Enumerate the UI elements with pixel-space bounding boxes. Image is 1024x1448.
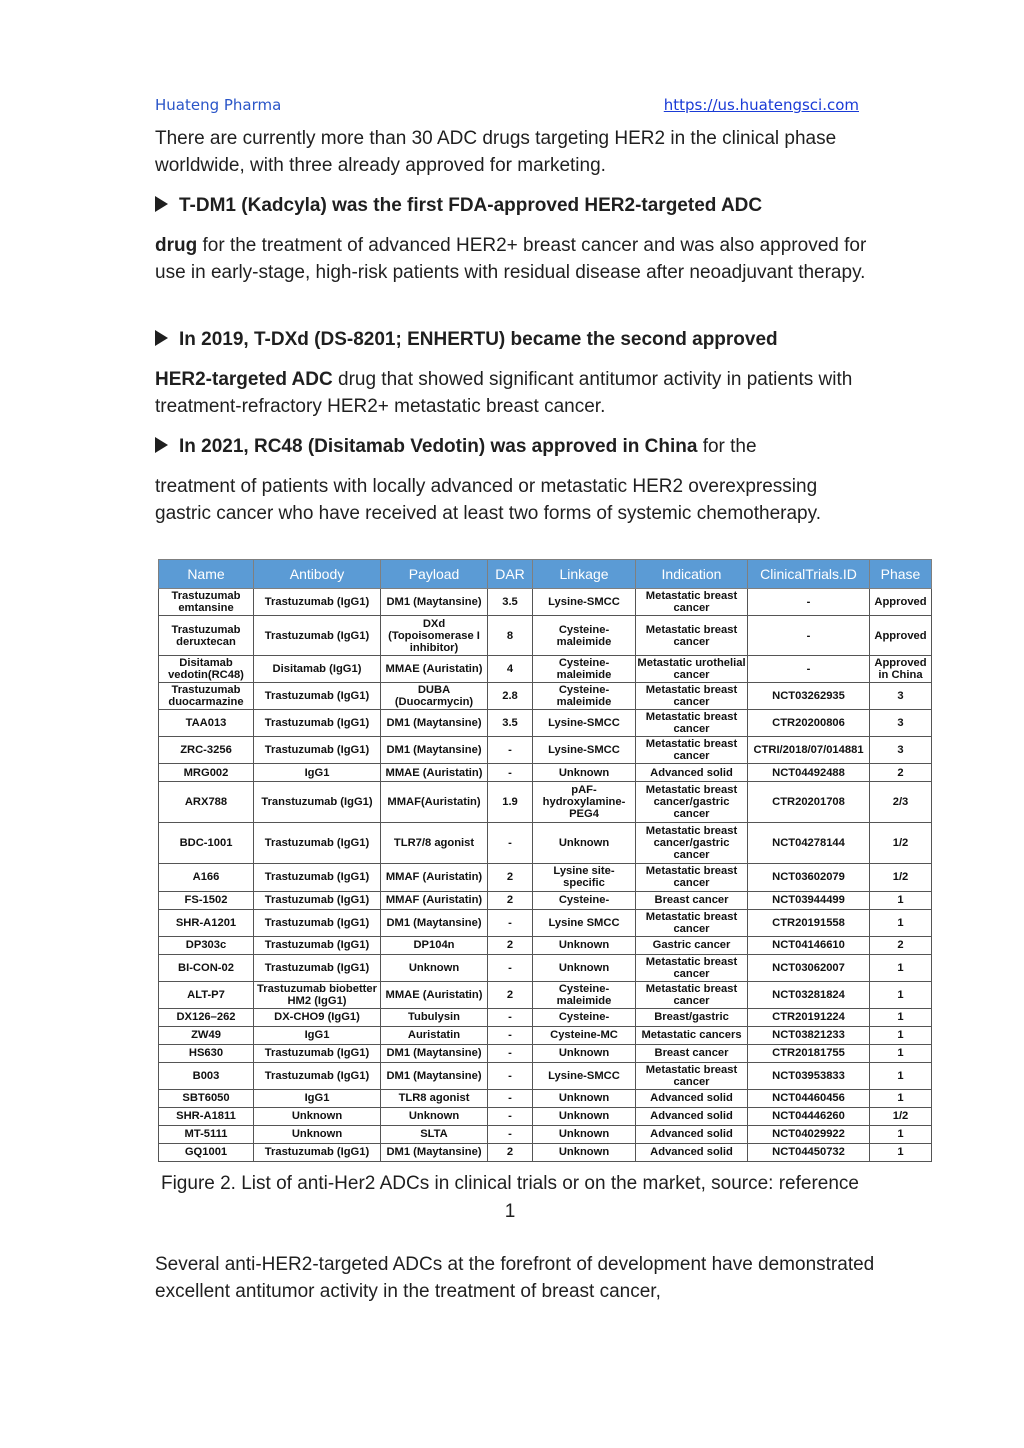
table-cell: 2 [870, 936, 932, 954]
table-row [159, 981, 932, 1008]
table-cell: MMAF (Auristatin) [381, 891, 488, 909]
table-cell: Advanced solid [636, 1089, 748, 1107]
table-row [159, 891, 932, 909]
table-cell: CTR20191224 [748, 1008, 870, 1026]
table-cell: Auristatin [381, 1026, 488, 1044]
column-header: Antibody [254, 560, 381, 589]
table-cell: NCT04450732 [748, 1143, 870, 1161]
table-cell: pAF-hydroxylamine-PEG4 [533, 782, 636, 823]
table-cell: DM1 (Maytansine) [381, 1044, 488, 1062]
bullet-1-rest: for the treatment of advanced HER2+ breast cancer and was also approved for use in early-stage, high-risk patients with residual disease after neoadjuvant therapy. [155, 235, 867, 283]
bullet-1-bold: drug [155, 235, 198, 256]
table-cell: SHR-A1811 [159, 1107, 254, 1125]
table-cell: NCT03944499 [748, 891, 870, 909]
table-cell: - [748, 616, 870, 656]
table-row [159, 589, 932, 616]
table-row [159, 954, 932, 981]
table-cell: MRG002 [159, 764, 254, 782]
table-cell: Metastatic breast cancer/gastric cancer [636, 823, 748, 864]
table-cell: 1.9 [488, 782, 533, 823]
table-cell: 1/2 [870, 864, 932, 891]
table-cell: DP104n [381, 936, 488, 954]
table-cell: Lysine-SMCC [533, 737, 636, 764]
table-cell: DP303c [159, 936, 254, 954]
table-cell: Cysteine-maleimide [533, 616, 636, 656]
table-cell: - [488, 1026, 533, 1044]
table-cell: 2/3 [870, 782, 932, 823]
table-cell: DX126–262 [159, 1008, 254, 1026]
table-cell: Metastatic breast cancer [636, 710, 748, 737]
table-cell: Trastuzumab emtansine [159, 589, 254, 616]
table-cell: 2 [488, 891, 533, 909]
table-cell: Cysteine-MC [533, 1026, 636, 1044]
adc-table [158, 559, 932, 1162]
table-cell: Trastuzumab (IgG1) [254, 683, 381, 710]
table-cell: Lysine SMCC [533, 909, 636, 936]
table-cell: Unknown [533, 764, 636, 782]
table-cell: - [488, 1125, 533, 1143]
table-cell: 1 [870, 1026, 932, 1044]
table-row [159, 1026, 932, 1044]
bullet-2-body [155, 366, 875, 420]
table-cell: 1 [870, 1143, 932, 1161]
table-cell: Trastuzumab (IgG1) [254, 864, 381, 891]
table-cell: DM1 (Maytansine) [381, 1143, 488, 1161]
table-cell: Disitamab vedotin(RC48) [159, 656, 254, 683]
table-cell: 1 [870, 1062, 932, 1089]
column-header: Linkage [533, 560, 636, 589]
table-cell: ARX788 [159, 782, 254, 823]
table-cell: TLR7/8 agonist [381, 823, 488, 864]
table-row [159, 656, 932, 683]
table-cell: NCT04146610 [748, 936, 870, 954]
table-cell: - [488, 1089, 533, 1107]
table-cell: - [488, 1062, 533, 1089]
table-cell: 1 [870, 909, 932, 936]
table-cell: 3.5 [488, 710, 533, 737]
table-cell: TLR8 agonist [381, 1089, 488, 1107]
table-cell: BI-CON-02 [159, 954, 254, 981]
figure-caption: Figure 2. List of anti-Her2 ADCs in clinical trials or on the market, source: reference 1 [160, 1173, 859, 1222]
adc-table-figure [158, 559, 931, 1162]
table-cell: CTR20201708 [748, 782, 870, 823]
table-cell: Breast cancer [636, 1044, 748, 1062]
triangle-bullet-icon [155, 437, 168, 453]
table-cell: Unknown [533, 1089, 636, 1107]
table-cell: Trastuzumab (IgG1) [254, 1143, 381, 1161]
table-cell: Trastuzumab (IgG1) [254, 909, 381, 936]
table-row [159, 909, 932, 936]
site-link[interactable]: https://us.huatengsci.com [663, 96, 859, 114]
table-cell: Unknown [533, 936, 636, 954]
table-cell: 2 [488, 981, 533, 1008]
table-cell: Trastuzumab (IgG1) [254, 1044, 381, 1062]
table-row [159, 1107, 932, 1125]
table-body [159, 589, 932, 1162]
intro-paragraph: There are currently more than 30 ADC drugs targeting HER2 in the clinical phase worldwide, with three already approved for marketing. [155, 128, 837, 176]
table-cell: ZRC-3256 [159, 737, 254, 764]
table-cell: BDC-1001 [159, 823, 254, 864]
table-cell: Trastuzumab (IgG1) [254, 1062, 381, 1089]
table-cell: - [488, 823, 533, 864]
table-cell: Lysine site-specific [533, 864, 636, 891]
table-cell: Trastuzumab duocarmazine [159, 683, 254, 710]
table-cell: Metastatic breast cancer [636, 1062, 748, 1089]
table-cell: Unknown [533, 823, 636, 864]
column-header: Phase [870, 560, 932, 589]
table-header-row [159, 560, 932, 589]
table-cell: Trastuzumab biobetter HM2 (IgG1) [254, 981, 381, 1008]
table-cell: 2.8 [488, 683, 533, 710]
table-cell: Trastuzumab (IgG1) [254, 936, 381, 954]
table-cell: Advanced solid [636, 1143, 748, 1161]
table-cell: Trastuzumab (IgG1) [254, 616, 381, 656]
column-header: ClinicalTrials.ID [748, 560, 870, 589]
table-row [159, 764, 932, 782]
table-cell: Cysteine- [533, 1008, 636, 1026]
table-cell: 1 [870, 891, 932, 909]
table-cell: FS-1502 [159, 891, 254, 909]
bullet-3-body: treatment of patients with locally advanced or metastatic HER2 overexpressing gastric cancer who have received at least two forms of systemic chemotherapy. [155, 476, 821, 524]
table-cell: Breast/gastric [636, 1008, 748, 1026]
table-row [159, 616, 932, 656]
table-cell: NCT03262935 [748, 683, 870, 710]
table-cell: Approved [870, 589, 932, 616]
table-cell: 1/2 [870, 1107, 932, 1125]
table-cell: Trastuzumab (IgG1) [254, 823, 381, 864]
page-header [155, 96, 859, 116]
table-cell: Advanced solid [636, 1125, 748, 1143]
table-cell: NCT04460456 [748, 1089, 870, 1107]
table-cell: Trastuzumab (IgG1) [254, 589, 381, 616]
table-cell: Metastatic urothelial cancer [637, 657, 746, 682]
bullet-2-heading [155, 326, 875, 353]
table-row [159, 1143, 932, 1161]
bullet-2-bold: HER2-targeted ADC [155, 369, 333, 390]
table-cell: Advanced solid [636, 1107, 748, 1125]
table-cell: Unknown [533, 1125, 636, 1143]
table-cell: DM1 (Maytansine) [381, 1062, 488, 1089]
table-cell: Metastatic breast cancer [636, 954, 748, 981]
table-cell: NCT03062007 [748, 954, 870, 981]
table-cell: Unknown [533, 954, 636, 981]
table-row [159, 1008, 932, 1026]
table-cell: 1 [870, 954, 932, 981]
table-cell: Lysine-SMCC [533, 710, 636, 737]
table-cell: Lysine-SMCC [533, 1062, 636, 1089]
table-cell: Cysteine-maleimide [533, 683, 636, 710]
column-header: Indication [636, 560, 748, 589]
table-cell: NCT04446260 [748, 1107, 870, 1125]
table-cell: GQ1001 [159, 1143, 254, 1161]
table-cell: Unknown [254, 1107, 381, 1125]
table-cell: Tubulysin [381, 1008, 488, 1026]
table-cell: Metastatic breast cancer [636, 737, 748, 764]
table-cell: 4 [488, 656, 533, 683]
table-cell: NCT03602079 [748, 864, 870, 891]
table-cell: Unknown [533, 1143, 636, 1161]
triangle-bullet-icon [155, 196, 168, 212]
table-cell: DX-CHO9 (IgG1) [254, 1008, 381, 1026]
column-header: DAR [488, 560, 533, 589]
bullet-3-lead: In 2021, RC48 (Disitamab Vedotin) was approved in China [179, 436, 698, 457]
table-cell: Advanced solid [636, 764, 748, 782]
table-row [159, 1089, 932, 1107]
table-cell: Cysteine-maleimide [533, 656, 636, 683]
table-cell: NCT04278144 [748, 823, 870, 864]
bullet-1-body [155, 232, 875, 286]
table-cell: DXd (Topoisomerase I inhibitor) [381, 616, 488, 656]
table-cell: Metastatic cancers [636, 1026, 748, 1044]
table-cell: MMAF(Auristatin) [381, 782, 488, 823]
closing-paragraph: Several anti-HER2-targeted ADCs at the forefront of development have demonstrated excellent antitumor activity in the treatment of breast cancer, [155, 1254, 875, 1302]
table-cell: CTRI/2018/07/014881 [748, 737, 870, 764]
table-cell: 3 [870, 683, 932, 710]
table-cell: - [488, 1107, 533, 1125]
table-cell: Unknown [254, 1125, 381, 1143]
table-cell: NCT04029922 [748, 1125, 870, 1143]
column-header: Payload [381, 560, 488, 589]
table-cell: DM1 (Maytansine) [381, 710, 488, 737]
table-cell: 1 [870, 981, 932, 1008]
table-cell: MMAE (Auristatin) [381, 764, 488, 782]
column-header: Name [159, 560, 254, 589]
table-cell: 1 [870, 1125, 932, 1143]
table-cell: 1/2 [870, 823, 932, 864]
table-cell: Metastatic breast cancer [636, 683, 748, 710]
table-cell: Unknown [533, 1044, 636, 1062]
table-row [159, 683, 932, 710]
table-row [159, 737, 932, 764]
table-row [159, 823, 932, 864]
table-cell: - [488, 909, 533, 936]
table-cell: SBT6050 [159, 1089, 254, 1107]
table-cell: Cysteine- [533, 891, 636, 909]
table-cell: Metastatic breast cancer [636, 981, 748, 1008]
table-cell: TAA013 [159, 710, 254, 737]
table-cell: Metastatic breast cancer [636, 864, 748, 891]
table-cell: CTR20200806 [748, 710, 870, 737]
table-cell: 2 [870, 764, 932, 782]
table-cell: NCT03821233 [748, 1026, 870, 1044]
bullet-2-rest: drug that showed significant antitumor activity in patients with treatment-refractory HER2+ metastatic breast cancer. [155, 369, 853, 417]
table-cell: SHR-A1201 [159, 909, 254, 936]
table-cell: DUBA (Duocarmycin) [381, 683, 488, 710]
table-row [159, 936, 932, 954]
table-cell: - [748, 589, 870, 616]
table-cell: Metastatic breast cancer [636, 616, 748, 656]
table-cell: 8 [488, 616, 533, 656]
table-cell: 1 [870, 1008, 932, 1026]
bullet-3-lead-rest: for the [697, 436, 757, 457]
table-cell: SLTA [381, 1125, 488, 1143]
table-cell: 1 [870, 1044, 932, 1062]
table-cell: - [488, 1008, 533, 1026]
table-cell: - [488, 954, 533, 981]
table-cell: Unknown [381, 1107, 488, 1125]
table-cell: Gastric cancer [636, 936, 748, 954]
table-cell: Metastatic breast cancer/gastric cancer [636, 782, 748, 823]
bullet-3-heading [155, 433, 875, 460]
table-cell: - [488, 1044, 533, 1062]
table-cell: B003 [159, 1062, 254, 1089]
table-cell: ZW49 [159, 1026, 254, 1044]
table-row [159, 1062, 932, 1089]
table-cell: 3 [870, 737, 932, 764]
table-cell: Trastuzumab (IgG1) [254, 954, 381, 981]
table-cell: MMAE (Auristatin) [381, 656, 488, 683]
table-cell: HS630 [159, 1044, 254, 1062]
table-cell: NCT04492488 [748, 764, 870, 782]
table-row [159, 782, 932, 823]
table-cell: Approved in China [870, 656, 932, 683]
bullet-1-heading [155, 192, 875, 219]
table-cell: ALT-P7 [159, 981, 254, 1008]
table-cell: MMAE (Auristatin) [381, 981, 488, 1008]
table-cell: Transtuzumab (IgG1) [254, 782, 381, 823]
table-cell: - [748, 656, 870, 683]
table-cell: 2 [488, 864, 533, 891]
triangle-bullet-icon [155, 330, 168, 346]
table-cell: 3 [870, 710, 932, 737]
table-cell: Unknown [381, 954, 488, 981]
table-cell: - [488, 764, 533, 782]
table-cell: IgG1 [254, 1026, 381, 1044]
table-cell: Approved [870, 616, 932, 656]
table-cell: MT-5111 [159, 1125, 254, 1143]
table-cell: Trastuzumab (IgG1) [254, 737, 381, 764]
table-cell: 1 [870, 1089, 932, 1107]
table-cell: IgG1 [254, 764, 381, 782]
table-cell: 3.5 [488, 589, 533, 616]
table-cell: DM1 (Maytansine) [381, 909, 488, 936]
table-cell: Disitamab (IgG1) [254, 656, 381, 683]
table-cell: 2 [488, 936, 533, 954]
table-cell: CTR20181755 [748, 1044, 870, 1062]
table-cell: Trastuzumab deruxtecan [159, 616, 254, 656]
table-cell: IgG1 [254, 1089, 381, 1107]
table-cell: NCT03281824 [748, 981, 870, 1008]
table-cell: Breast cancer [636, 891, 748, 909]
table-cell: Trastuzumab (IgG1) [254, 891, 381, 909]
table-cell: Lysine-SMCC [533, 589, 636, 616]
table-cell: MMAF (Auristatin) [381, 864, 488, 891]
table-cell: DM1 (Maytansine) [381, 737, 488, 764]
table-cell: Metastatic breast cancer [636, 909, 748, 936]
table-row [159, 1125, 932, 1143]
bullet-1-lead: T-DM1 (Kadcyla) was the first FDA-approved HER2-targeted ADC [179, 195, 763, 216]
table-cell: Trastuzumab (IgG1) [254, 710, 381, 737]
table-cell: Unknown [533, 1107, 636, 1125]
table-row [159, 864, 932, 891]
table-cell: CTR20191558 [748, 909, 870, 936]
table-cell: A166 [159, 864, 254, 891]
table-row [159, 1044, 932, 1062]
table-row [159, 710, 932, 737]
table-cell: 2 [488, 1143, 533, 1161]
table-cell: - [488, 737, 533, 764]
table-cell: Cysteine-maleimide [533, 981, 636, 1008]
table-cell: Metastatic breast cancer [636, 589, 748, 616]
bullet-2-lead: In 2019, T-DXd (DS-8201; ENHERTU) became the second approved [179, 329, 778, 350]
table-cell: NCT03953833 [748, 1062, 870, 1089]
brand-name: Huateng Pharma [155, 96, 282, 114]
table-cell: DM1 (Maytansine) [381, 589, 488, 616]
